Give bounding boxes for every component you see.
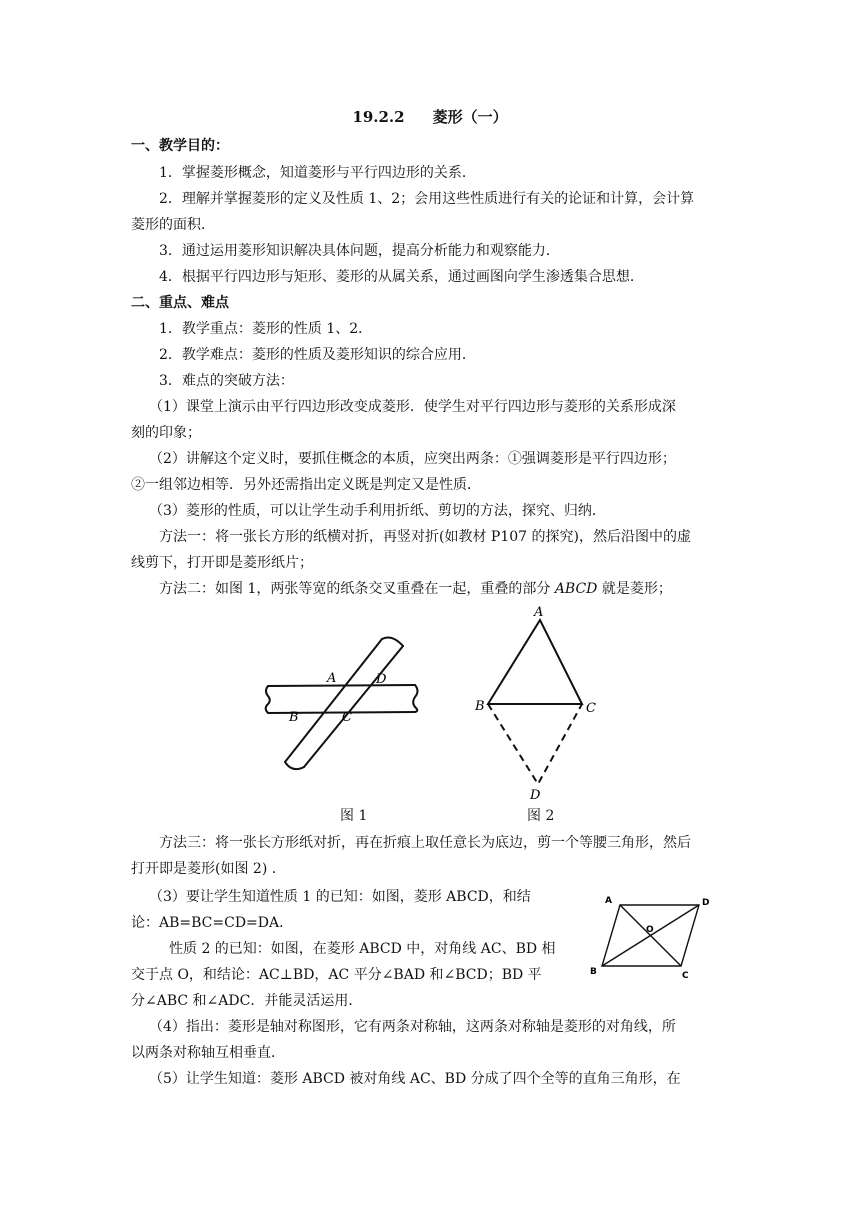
subpoint-2-cont: ②一组邻边相等．另外还需指出定义既是判定又是性质． — [131, 477, 481, 493]
method-2-var: ABCD — [554, 581, 598, 597]
method-2-text: 方法二：如图 1，两张等宽的纸条交叉重叠在一起，重叠的部分 — [159, 581, 555, 597]
method-3: 方法三：将一张长方形纸对折，再在折痕上取任意长为底边，剪一个等腰三角形，然后 — [159, 835, 691, 851]
fig3-label-o: O — [646, 925, 654, 935]
point-4: （4）指出：菱形是轴对称图形，它有两条对称轴，这两条对称轴是菱形的对角线，所 — [149, 1019, 676, 1035]
fig1-label-b: B — [289, 710, 299, 725]
fig3-label-a: A — [605, 896, 612, 906]
method-1-cont: 线剪下，打开即是菱形纸片； — [131, 555, 313, 571]
page-title — [0, 104, 860, 130]
subpoint-2: （2）讲解这个定义时，要抓住概念的本质，应突出两条：①强调菱形是平行四边形； — [149, 451, 676, 467]
fig2-label-b: B — [475, 699, 485, 714]
figure-2-rhombus — [472, 602, 607, 802]
method-2 — [131, 576, 731, 602]
subpoint-1-cont: 刻的印象； — [131, 425, 201, 441]
section1-item-2: 2．理解并掌握菱形的定义及性质 1、2；会用这些性质进行有关的论证和计算，会计算 — [159, 191, 695, 207]
property-2-cont2: 分∠ABC 和∠ADC．并能灵活运用． — [131, 993, 363, 1009]
section1-item-2-cont: 菱形的面积． — [131, 217, 215, 233]
property-2: 性质 2 的已知：如图，在菱形 ABCD 中，对角线 AC、BD 相 — [169, 941, 556, 957]
title-text: 菱形（一） — [432, 108, 508, 126]
fig2-label-a: A — [534, 605, 544, 620]
figure-1-caption: 图 1 — [340, 808, 368, 824]
property-1-cont: 论：AB=BC=CD=DA． — [131, 915, 294, 931]
subpoint-1: （1）课堂上演示由平行四边形改变成菱形．使学生对平行四边形与菱形的关系形成深 — [149, 399, 676, 415]
fig1-label-d: D — [376, 672, 387, 687]
method-1: 方法一：将一张长方形的纸横对折，再竖对折(如教材 P107 的探究)，然后沿图中的虚 — [159, 529, 691, 545]
point-4-cont: 以两条对称轴互相垂直． — [131, 1045, 285, 1061]
method-2-tail: 就是菱形； — [597, 581, 672, 597]
fig3-label-c: C — [682, 971, 689, 981]
section2-heading: 二、重点、难点 — [131, 295, 229, 311]
property-1: （3）要让学生知道性质 1 的已知：如图，菱形 ABCD，和结 — [149, 889, 531, 905]
subpoint-3: （3）菱形的性质，可以让学生动手利用折纸、剪切的方法，探究、归纳． — [149, 503, 606, 519]
section2-item-3: 3．难点的突破方法： — [159, 373, 294, 389]
section1-heading: 一、教学目的： — [131, 138, 229, 154]
method-3-cont: 打开即是菱形(如图 2) ． — [131, 861, 286, 877]
point-5: （5）让学生知道：菱形 ABCD 被对角线 AC、BD 分成了四个全等的直角三角形，在 — [149, 1071, 681, 1087]
section1-item-4: 4．根据平行四边形与矩形、菱形的从属关系，通过画图向学生渗透集合思想． — [159, 269, 644, 285]
figure-3-rhombus-diagonals — [586, 892, 716, 982]
section2-item-1: 1．教学重点：菱形的性质 1、2． — [159, 321, 373, 337]
fig2-label-c: C — [586, 701, 596, 716]
fig1-label-a: A — [327, 671, 337, 686]
figure-1-strips — [255, 625, 435, 775]
fig1-label-c: C — [342, 710, 352, 725]
fig2-label-d: D — [530, 788, 541, 803]
section2-item-2: 2．教学难点：菱形的性质及菱形知识的综合应用． — [159, 347, 476, 363]
property-2-cont1: 交于点 O，和结论：AC⊥BD，AC 平分∠BAD 和∠BCD；BD 平 — [131, 967, 542, 983]
section1-item-1: 1．掌握菱形概念，知道菱形与平行四边形的关系． — [159, 165, 476, 181]
title-number: 19.2.2 — [352, 108, 405, 126]
figure-2-caption: 图 2 — [527, 808, 555, 824]
fig3-label-d: D — [702, 898, 710, 908]
section1-item-3: 3．通过运用菱形知识解决具体问题，提高分析能力和观察能力． — [159, 243, 560, 259]
fig3-label-b: B — [590, 967, 597, 977]
